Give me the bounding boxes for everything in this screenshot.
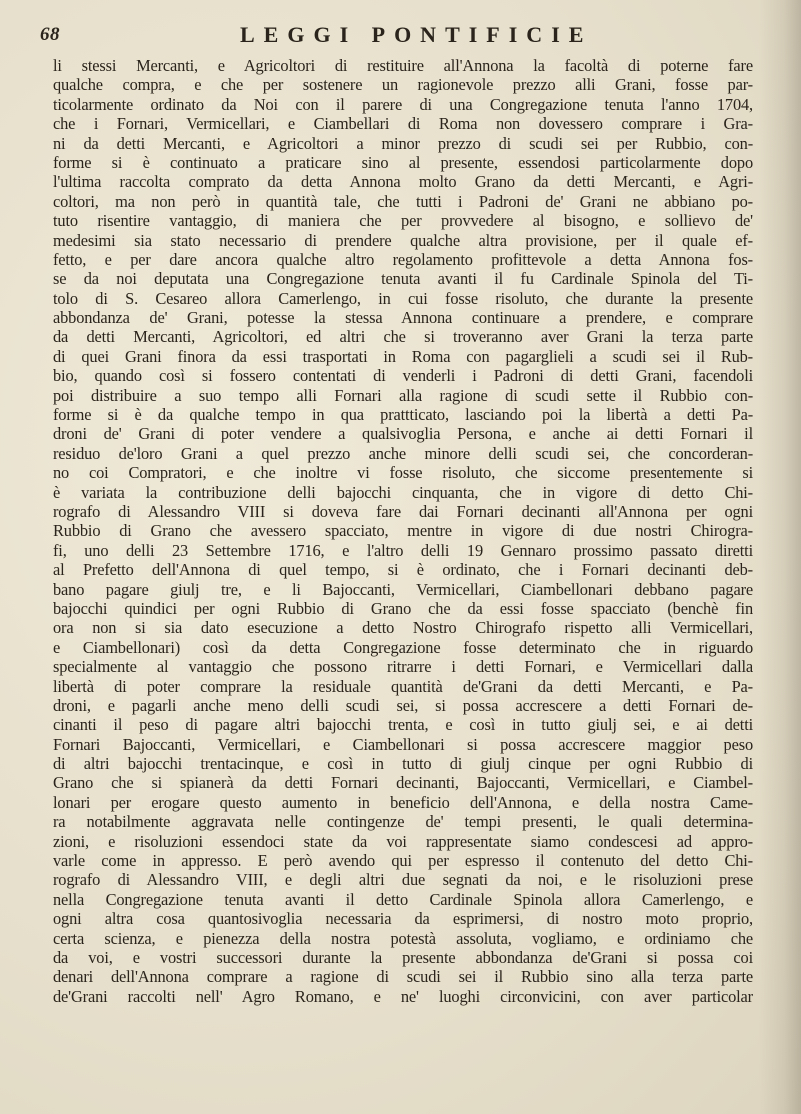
text-line: forme si è continuato a praticare sino al presente, essendosi particolarmente dopo	[53, 152, 753, 172]
text-line: fetto, e per dare ancora qualche altro regolamento profittevole a detta Annona fos-	[53, 249, 753, 269]
text-line: ra notabilmente aggravata nelle contingenze de' tempi presenti, le quali determina-	[53, 812, 753, 832]
text-line: tolo di S. Cesareo allora Camerlengo, in cui fosse risoluto, che durante la presente	[53, 288, 753, 308]
text-line: residuo de'loro Grani a quel prezzo anche minore delli scudi sei, che concorderan-	[53, 443, 753, 463]
text-line: specialmente al vantaggio che possono ritrarre i detti Fornari, e Vermicellari dalla	[53, 657, 753, 677]
text-line: Grano che si spianerà da detti Fornari decinanti, Bajoccanti, Vermicellari, e Ciambel-	[53, 773, 753, 793]
text-line: l'ultima raccolta comprato da detta Annona molto Grano da detti Mercanti, e Agri-	[53, 172, 753, 192]
text-line: ogni altra cosa quantosivoglia necessaria da esprimersi, di nostro moto proprio,	[53, 909, 753, 929]
text-line: di altri bajocchi trentacinque, e così in tutto di giulj cinque per ogni Rubbio di	[53, 754, 753, 774]
text-line: Fornari Bajoccanti, Vermicellari, e Ciambellonari si possa accrescere maggior peso	[53, 734, 753, 754]
text-line: varle come in appresso. E però avendo qui per espresso il contenuto del detto Chi-	[53, 851, 753, 871]
page-number: 68	[40, 24, 60, 45]
text-line: che i Fornari, Vermicellari, e Ciambellari di Roma non dovessero comprare i Gra-	[53, 114, 753, 134]
text-line: coltori, ma non però in quantità tale, che tutti i Padroni de' Grani ne abbiano po-	[53, 191, 753, 211]
text-line: se da noi deputata una Congregazione tenuta avanti il fu Cardinale Spinola del Ti-	[53, 269, 753, 289]
text-line: poi distribuire a suo tempo alli Fornari alla ragione di scudi sette il Rubbio con-	[53, 385, 753, 405]
text-line: Rubbio di Grano che avessero spacciato, mentre in vigore di due nostri Chirogra-	[53, 521, 753, 541]
text-line: cinanti il peso di pagare altri bajocchi trenta, e così in tutto giulj sei, e ai detti	[53, 715, 753, 735]
text-line: rografo di Alessandro VIII, e degli altri due segnati da noi, e le risoluzioni prese	[53, 870, 753, 890]
running-head	[40, 22, 740, 48]
body-text	[53, 56, 753, 1006]
text-line: al Prefetto dell'Annona di quel tempo, si è ordinato, che i Fornari decinanti deb-	[53, 560, 753, 580]
text-line: li stessi Mercanti, e Agricoltori di restituire all'Annona la facoltà di poterne fare	[53, 56, 753, 75]
text-line: ticolarmente ordinato da Noi con il parere di una Congregazione tenuta l'anno 1704,	[53, 94, 753, 114]
text-line: libertà di poter comprare la residuale quantità de'Grani da detti Mercanti, e Pa-	[53, 676, 753, 696]
text-line: tuto risentire vantaggio, di maniera che per provvedere al bisogno, e sollievo de'	[53, 211, 753, 231]
text-line: bajocchi quindici per ogni Rubbio di Grano che da essi fosse spacciato (benchè fin	[53, 598, 753, 618]
text-line: di quei Grani finora da essi trasportati in Roma con pagarglieli a scudi sei il Rub-	[53, 346, 753, 366]
text-line: forme si è da qualche tempo in qua prattticato, lasciando poi la libertà a detti Pa-	[53, 405, 753, 425]
text-line: abbondanza de' Grani, potesse la stessa Annona continuare a prendere, e comprare	[53, 308, 753, 328]
text-line: de'Grani raccolti nell' Agro Romano, e ne' luoghi circonvicini, con aver particolar	[53, 986, 753, 1006]
text-line: droni, e pagarli anche meno delli scudi sei, si possa accrescere a detti Fornari de-	[53, 695, 753, 715]
text-line: ni da detti Mercanti, e Agricoltori a minor prezzo di scudi sei per Rubbio, con-	[53, 133, 753, 153]
text-line: nella Congregazione tenuta avanti il detto Cardinale Spinola allora Camerlengo, e	[53, 889, 753, 909]
text-line: certa scienza, e pienezza della nostra potestà assoluta, vogliamo, e ordiniamo che	[53, 928, 753, 948]
text-line: bano pagare giulj tre, e li Bajoccanti, Vermicellari, Ciambellonari debbano pagare	[53, 579, 753, 599]
text-line: fi, uno delli 23 Settembre 1716, e l'altro delli 19 Gennaro prossimo passato diretti	[53, 540, 753, 560]
text-line: zioni, e risoluzioni essendoci state da voi rappresentate siamo condescesi ad appro-	[53, 831, 753, 851]
text-line: denari dell'Annona comprare a ragione di scudi sei il Rubbio sino alla terza parte	[53, 967, 753, 987]
text-line: da voi, e vostri successori durante la presente abbondanza de'Grani si possa coi	[53, 947, 753, 967]
text-line: e Ciambellonari) così da detta Congregazione fosse determinato che in riguardo	[53, 637, 753, 657]
binding-shadow	[759, 0, 801, 1114]
running-head-title: LEGGI PONTIFICIE	[240, 22, 593, 47]
text-line: da detti Mercanti, Agricoltori, ed altri che si troveranno aver Grani la terza parte	[53, 327, 753, 347]
text-line: ora non si sia dato esecuzione a detto Nostro Chirografo rispetto alli Vermicellari,	[53, 618, 753, 638]
text-line: è variata la contribuzione delli bajocchi cinquanta, che in vigore di detto Chi-	[53, 482, 753, 502]
text-line: rografo di Alessandro VIII si doveva fare dai Fornari decinanti all'Annona per ogni	[53, 501, 753, 521]
text-line: no coi Compratori, e che inoltre vi fosse risoluto, che siccome presentemente si	[53, 463, 753, 483]
text-line: droni de' Grani di poter vendere a qualsivoglia Persona, e anche ai detti Fornari il	[53, 424, 753, 444]
text-line: medesimi sia stato necessario di prendere qualche altra provisione, per il quale ef-	[53, 230, 753, 250]
text-line: bio, quando così si fossero contentati di venderli i Padroni di detti Grani, facendoli	[53, 366, 753, 386]
text-line: lonari per erogare questo aumento in beneficio dell'Annona, e della nostra Came-	[53, 792, 753, 812]
text-line: qualche compra, e che per sostenere un ragionevole prezzo alli Grani, fosse par-	[53, 75, 753, 95]
